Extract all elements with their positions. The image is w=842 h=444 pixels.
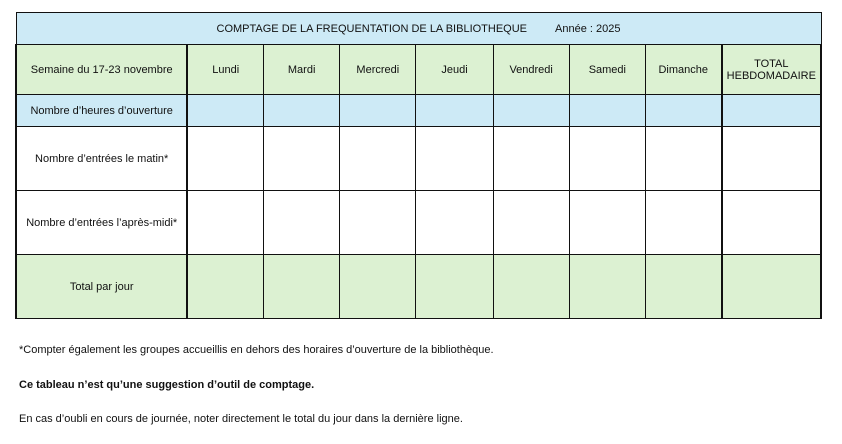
afternoon-cell-friday[interactable]: [493, 191, 569, 255]
daily-total-row: [16, 255, 821, 319]
reminder-note: En cas d’oubli en cours de journée, noter directement le total du jour dans la dernière ligne.: [19, 413, 463, 425]
afternoon-cell-total[interactable]: [722, 191, 821, 255]
suggestion-note: Ce tableau n’est qu’une suggestion d’outil de comptage.: [19, 379, 315, 391]
total-cell-weekly[interactable]: [722, 255, 821, 319]
afternoon-entries-label: Nombre d’entrées l’après-midi*: [16, 191, 187, 255]
morning-cell-sunday[interactable]: [645, 127, 721, 191]
hours-cell-total[interactable]: [722, 95, 821, 127]
afternoon-cell-tuesday[interactable]: [264, 191, 340, 255]
afternoon-cell-saturday[interactable]: [569, 191, 645, 255]
total-cell-tuesday[interactable]: [264, 255, 340, 319]
hours-cell-sunday[interactable]: [645, 95, 721, 127]
title-text: COMPTAGE DE LA FREQUENTATION DE LA BIBLIOTHEQUE: [216, 22, 528, 35]
table-title: [16, 13, 821, 45]
morning-cell-friday[interactable]: [493, 127, 569, 191]
total-cell-saturday[interactable]: [569, 255, 645, 319]
header-row: [16, 45, 821, 95]
day-header-monday: Lundi: [187, 45, 263, 95]
morning-cell-thursday[interactable]: [416, 127, 493, 191]
afternoon-cell-wednesday[interactable]: [340, 191, 416, 255]
total-cell-thursday[interactable]: [416, 255, 493, 319]
day-header-tuesday: Mardi: [264, 45, 340, 95]
afternoon-entries-row: [16, 191, 821, 255]
total-cell-wednesday[interactable]: [340, 255, 416, 319]
morning-entries-row: [16, 127, 821, 191]
title-row: [16, 13, 821, 45]
day-header-friday: Vendredi: [493, 45, 569, 95]
total-cell-friday[interactable]: [493, 255, 569, 319]
afternoon-cell-thursday[interactable]: [416, 191, 493, 255]
year-label: Année : 2025: [555, 22, 621, 35]
morning-entries-label: Nombre d’entrées le matin*: [16, 127, 187, 191]
morning-cell-monday[interactable]: [187, 127, 263, 191]
morning-cell-saturday[interactable]: [569, 127, 645, 191]
day-header-saturday: Samedi: [569, 45, 645, 95]
hours-cell-monday[interactable]: [187, 95, 263, 127]
opening-hours-label: Nombre d’heures d’ouverture: [16, 95, 187, 127]
afternoon-cell-monday[interactable]: [187, 191, 263, 255]
hours-cell-friday[interactable]: [493, 95, 569, 127]
day-header-sunday: Dimanche: [645, 45, 721, 95]
morning-cell-tuesday[interactable]: [264, 127, 340, 191]
weekly-total-label-line2: HEBDOMADAIRE: [726, 69, 816, 82]
opening-hours-row: [16, 95, 821, 127]
total-cell-sunday[interactable]: [645, 255, 721, 319]
hours-cell-wednesday[interactable]: [340, 95, 416, 127]
footnote: *Compter également les groupes accueillis en dehors des horaires d’ouverture de la bibliothèque.: [19, 344, 494, 356]
afternoon-cell-sunday[interactable]: [645, 191, 721, 255]
hours-cell-thursday[interactable]: [416, 95, 493, 127]
daily-total-label: Total par jour: [16, 255, 187, 319]
attendance-table: [15, 12, 822, 319]
day-header-wednesday: Mercredi: [340, 45, 416, 95]
morning-cell-wednesday[interactable]: [340, 127, 416, 191]
attendance-sheet: [15, 12, 822, 319]
weekly-total-header: [722, 45, 821, 95]
total-cell-monday[interactable]: [187, 255, 263, 319]
morning-cell-total[interactable]: [722, 127, 821, 191]
weekly-total-label-line1: TOTAL: [754, 57, 789, 70]
day-header-thursday: Jeudi: [416, 45, 493, 95]
hours-cell-saturday[interactable]: [569, 95, 645, 127]
week-label: Semaine du 17-23 novembre: [16, 45, 187, 95]
hours-cell-tuesday[interactable]: [264, 95, 340, 127]
